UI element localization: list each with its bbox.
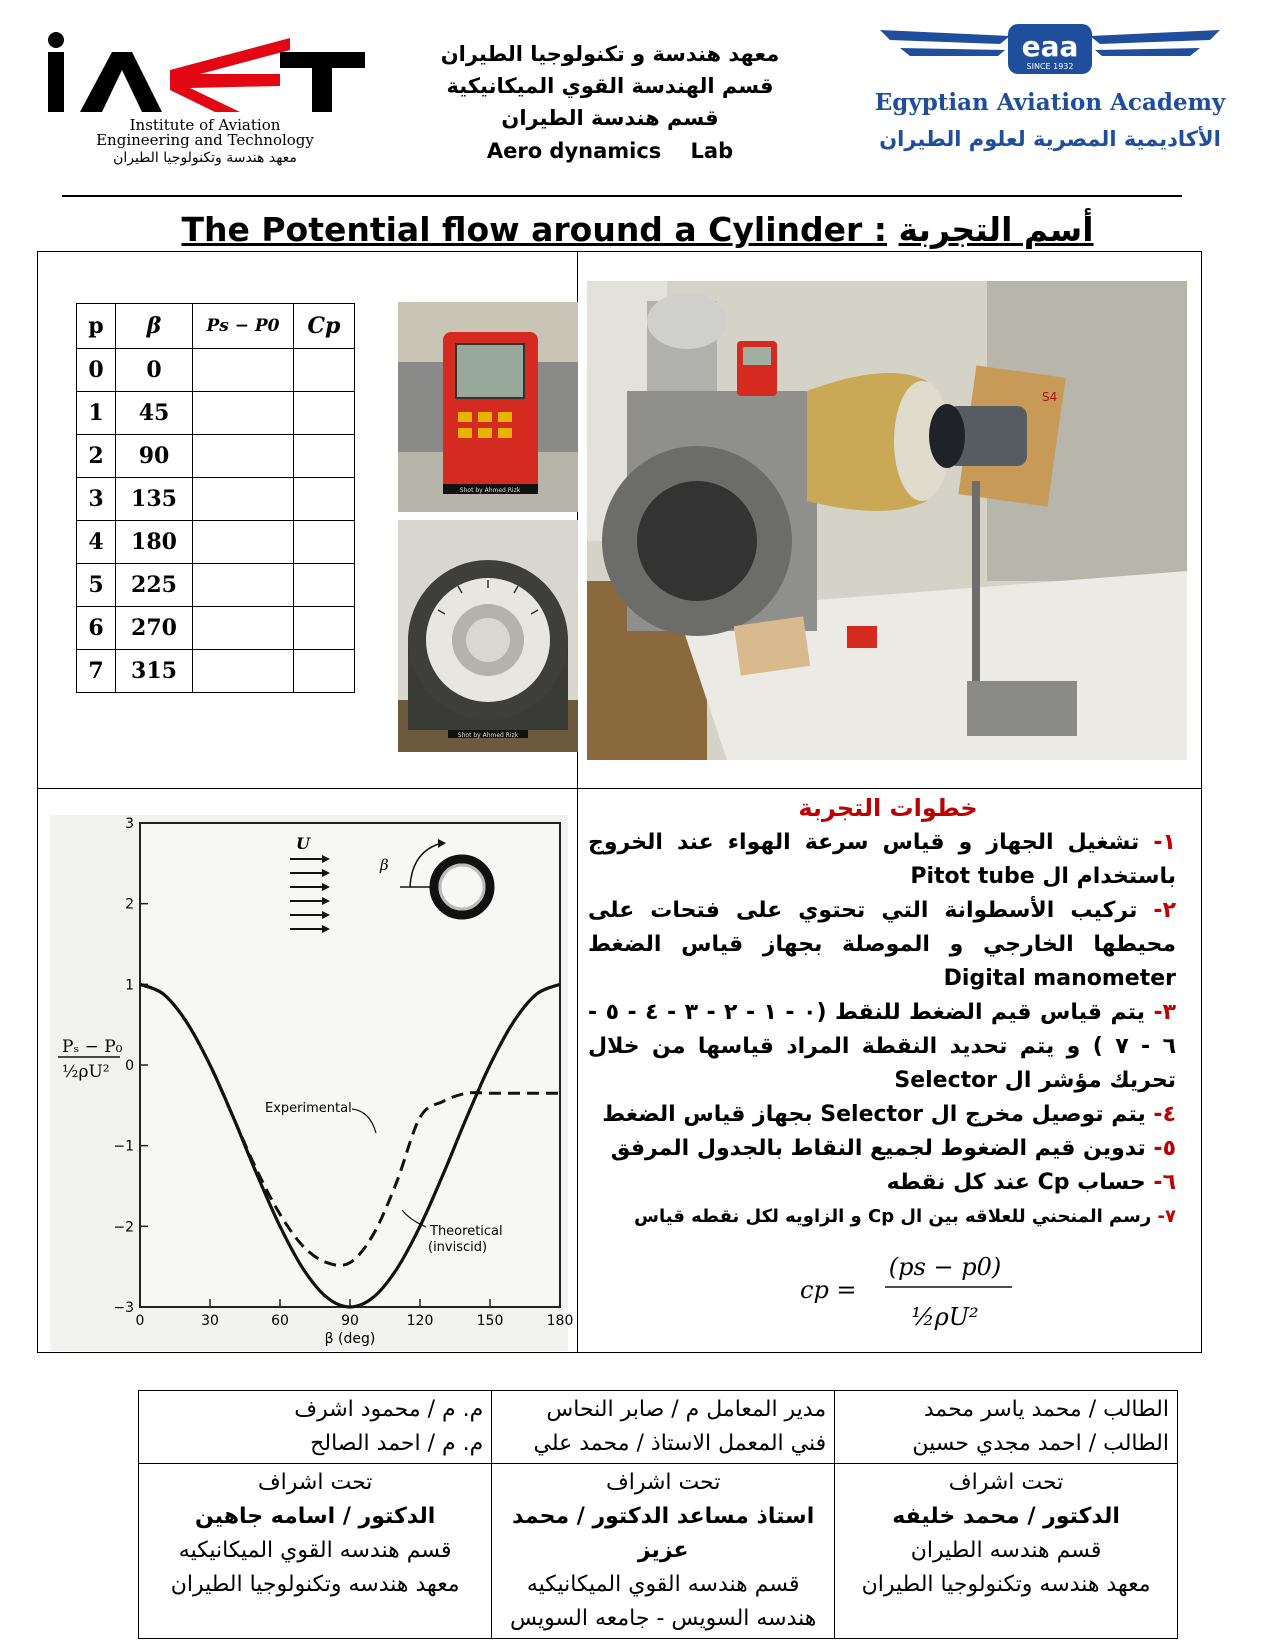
- experiment-title: [0, 210, 1275, 249]
- table-row: [77, 650, 355, 693]
- cp-formula: [800, 1243, 1020, 1338]
- eaa-name-ar: الأكاديمية المصرية لعلوم الطيران: [879, 127, 1221, 151]
- experiment-steps: [588, 790, 1188, 1234]
- cell-ps-p0: [193, 564, 294, 607]
- supervisor-label: تحت اشراف: [948, 1470, 1064, 1495]
- header-line-3: قسم هندسة الطيران: [501, 106, 719, 130]
- x-tick-label: 60: [271, 1313, 289, 1329]
- step-number: ٤-: [1153, 1102, 1176, 1127]
- table-row: [77, 478, 355, 521]
- cell-cp: [294, 435, 355, 478]
- cell-p: 6: [77, 607, 116, 650]
- table-row: [77, 607, 355, 650]
- step-text: يتم قياس قيم الضغط للنقط (٠ - ١ - ٢ - ٣ - ٤ - ٥ - ٦ - ٧ ) و يتم تحديد النقطة المراد قياسها من خلال تحريك مؤشر ال Selector: [588, 1000, 1176, 1093]
- logo-left-line3: معهد هندسة وتكنولوجيا الطيران: [113, 150, 297, 166]
- supervisor-cell: [139, 1464, 492, 1639]
- step-text: رسم المنحني للعلاقه بين ال Cp و الزاويه لكل نقطه قياس: [634, 1206, 1152, 1227]
- cell-ps-p0: [193, 478, 294, 521]
- supervisor-cell: [835, 1464, 1178, 1639]
- step-item: [588, 1098, 1188, 1132]
- cell-p: 2: [77, 435, 116, 478]
- formula-denominator: ½ρU²: [911, 1303, 979, 1331]
- step-item: [588, 996, 1188, 1098]
- cell-cp: [294, 521, 355, 564]
- step-number: ٥-: [1153, 1136, 1176, 1161]
- cell-beta: 0: [116, 349, 193, 392]
- student-2: الطالب / احمد مجدي حسين: [912, 1431, 1169, 1456]
- cell-ps-p0: [193, 349, 294, 392]
- theoretical-annotation-2: (inviscid): [428, 1240, 488, 1255]
- cell-ps-p0: [193, 607, 294, 650]
- supervisor-name: الدكتور / اسامه جاهين: [194, 1504, 436, 1529]
- supervisor-dept: قسم هندسه القوي الميكانيكيه: [178, 1538, 452, 1563]
- header-divider: [62, 195, 1182, 197]
- header-line-1: معهد هندسة و تكنولوجيا الطيران: [440, 42, 780, 66]
- x-tick-label: 0: [135, 1313, 145, 1329]
- cell-beta: 180: [116, 521, 193, 564]
- step-text: حساب Cp عند كل نقطه: [886, 1170, 1146, 1195]
- beta-label: β: [380, 856, 389, 874]
- u-label: U: [296, 834, 310, 853]
- formula-lhs: cp =: [800, 1276, 857, 1304]
- step-item: [588, 1166, 1188, 1200]
- header-line-2: قسم الهندسة القوي الميكانيكية: [446, 74, 774, 98]
- cell-p: 1: [77, 392, 116, 435]
- cell-ps-p0: [193, 392, 294, 435]
- x-axis-label: β (deg): [324, 1331, 376, 1347]
- supervisor-dept: قسم هندسه القوي الميكانيكيه: [526, 1572, 800, 1597]
- cell-p: 0: [77, 349, 116, 392]
- x-tick-label: 30: [201, 1313, 219, 1329]
- cell-cp: [294, 607, 355, 650]
- cell-ps-p0: [193, 521, 294, 564]
- students-cell: [835, 1391, 1178, 1464]
- supervisor-name: الدكتور / محمد خليفه: [892, 1504, 1120, 1529]
- y-axis-label-top: Pₛ − P₀: [62, 1037, 123, 1057]
- eaa-name-en: Egyptian Aviation Academy: [874, 89, 1226, 116]
- col-header-cp: Cp: [294, 304, 355, 349]
- step-item: [588, 826, 1188, 894]
- iaet-logo: [40, 30, 370, 170]
- y-tick-label: 0: [125, 1058, 134, 1074]
- step-number: ٧-: [1157, 1206, 1176, 1227]
- cell-cp: [294, 349, 355, 392]
- selector-photo: [398, 520, 578, 752]
- x-tick-label: 120: [406, 1313, 434, 1329]
- step-number: ٣-: [1153, 1000, 1177, 1025]
- theoretical-annotation-1: Theoretical: [430, 1224, 503, 1239]
- logo-left-line2: Engineering and Technology: [96, 131, 314, 149]
- logo-left-line1: Institute of Aviation: [129, 116, 281, 134]
- cell-beta: 225: [116, 564, 193, 607]
- rig-label: S4: [1042, 390, 1058, 404]
- step-item: [588, 1200, 1188, 1234]
- cell-p: 5: [77, 564, 116, 607]
- step-number: ٢-: [1153, 898, 1176, 923]
- selector-photo-caption: Shot by Ahmed Rizk: [457, 732, 519, 739]
- supervisor-label: تحت اشراف: [605, 1470, 721, 1495]
- y-tick-label: 1: [125, 977, 134, 994]
- student-1: الطالب / محمد ياسر محمد: [923, 1397, 1169, 1422]
- eaa-logo: [874, 18, 1226, 168]
- header-center: [430, 38, 790, 168]
- col-header-p: p: [77, 304, 116, 349]
- cell-ps-p0: [193, 435, 294, 478]
- supervisor-inst: معهد هندسه وتكنولوجيا الطيران: [861, 1572, 1151, 1597]
- eaa-badge-text: eaa: [1021, 30, 1079, 63]
- step-number: ٦-: [1153, 1170, 1176, 1195]
- y-axis-label-bottom: ½ρU²: [62, 1062, 110, 1082]
- assistant-1: م. م / محمود اشرف: [294, 1397, 484, 1422]
- lab-technician: فني المعمل الاستاذ / محمد علي: [533, 1431, 827, 1456]
- cell-p: 7: [77, 650, 116, 693]
- manometer-photo: [398, 302, 578, 512]
- supervisor-inst: هندسه السويس - جامعه السويس: [510, 1606, 817, 1631]
- cell-beta: 270: [116, 607, 193, 650]
- table-row: [77, 435, 355, 478]
- step-text: يتم توصيل مخرج ال Selector بجهاز قياس الضغط: [602, 1102, 1146, 1127]
- step-item: [588, 894, 1188, 996]
- assistant-2: م. م / احمد الصالح: [310, 1431, 484, 1456]
- x-tick-label: 90: [341, 1313, 359, 1329]
- supervisor-dept: قسم هندسه الطيران: [910, 1538, 1102, 1563]
- col-header-beta: β: [116, 304, 193, 349]
- supervisor-cell: [492, 1464, 835, 1639]
- cell-beta: 315: [116, 650, 193, 693]
- cp-vs-beta-chart: [50, 815, 574, 1351]
- lab-manager: مدير المعامل م / صابر النحاس: [546, 1397, 827, 1422]
- col-header-ps-p0: Ps − P0: [193, 304, 294, 349]
- experiment-title-ar: أسم التجربة: [898, 210, 1094, 249]
- y-tick-label: −2: [113, 1219, 134, 1236]
- cell-cp: [294, 650, 355, 693]
- manometer-photo-caption: Shot by Ahmed Rizk: [459, 487, 521, 494]
- x-tick-label: 180: [546, 1313, 574, 1329]
- step-number: ١-: [1153, 830, 1176, 855]
- step-item: [588, 1132, 1188, 1166]
- steps-title: خطوات التجربة: [798, 794, 978, 822]
- table-row: [77, 392, 355, 435]
- cell-cp: [294, 392, 355, 435]
- y-tick-label: 2: [125, 896, 134, 913]
- cell-p: 4: [77, 521, 116, 564]
- y-tick-label: −3: [113, 1300, 134, 1316]
- cell-beta: 135: [116, 478, 193, 521]
- cell-cp: [294, 564, 355, 607]
- grid-divider-horizontal: [37, 788, 1202, 789]
- experiment-title-en: The Potential flow around a Cylinder :: [181, 210, 887, 249]
- cell-beta: 45: [116, 392, 193, 435]
- assistants-cell: [139, 1391, 492, 1464]
- step-text: تركيب الأسطوانة التي تحتوي على فتحات على محيطها الخارجي و الموصلة بجهاز قياس الضغط Digital manometer: [588, 898, 1176, 991]
- x-tick-label: 150: [476, 1313, 504, 1329]
- eaa-since: SINCE 1932: [1026, 62, 1074, 71]
- lab-name: Aero dynamics Lab: [486, 139, 734, 163]
- cell-ps-p0: [193, 650, 294, 693]
- y-tick-label: 3: [125, 816, 134, 832]
- supervisor-label: تحت اشراف: [257, 1470, 373, 1495]
- table-row: [77, 564, 355, 607]
- y-tick-label: −1: [113, 1138, 134, 1155]
- cell-p: 3: [77, 478, 116, 521]
- wind-tunnel-rig-photo: [587, 281, 1187, 760]
- measurement-table: [76, 303, 355, 693]
- experimental-annotation: Experimental: [265, 1101, 352, 1116]
- step-text: تدوين قيم الضغوط لجميع النقاط بالجدول المرفق: [610, 1136, 1146, 1161]
- supervisor-name: استاذ مساعد الدكتور / محمد عزيز: [512, 1504, 815, 1563]
- step-text: تشغيل الجهاز و قياس سرعة الهواء عند الخروج باستخدام ال Pitot tube: [588, 830, 1176, 889]
- cell-cp: [294, 478, 355, 521]
- formula-numerator: (ps − p0): [888, 1253, 1002, 1281]
- table-row: [77, 349, 355, 392]
- lab-staff-cell: [492, 1391, 835, 1464]
- table-row: [77, 521, 355, 564]
- cell-beta: 90: [116, 435, 193, 478]
- supervisor-inst: معهد هندسه وتكنولوجيا الطيران: [170, 1572, 460, 1597]
- signature-table: [138, 1390, 1178, 1639]
